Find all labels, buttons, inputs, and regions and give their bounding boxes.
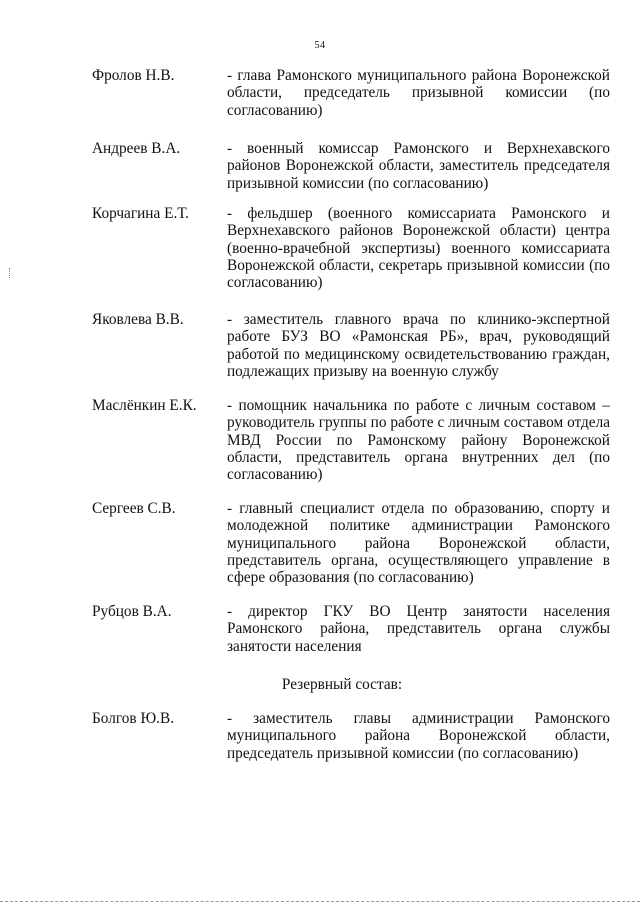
member-role: - заместитель главы администрации Рамонского муниципального района Воронежской области, председатель призывной комиссии (по согласованию)	[227, 710, 610, 762]
member-name: Андреев В.А.	[92, 140, 181, 157]
scan-bottom-edge	[0, 901, 640, 903]
member-name: Яковлева В.В.	[92, 311, 184, 328]
member-name: Корчагина Е.Т.	[92, 205, 189, 222]
member-role: - фельдшер (военного комиссариата Рамонского и Верхнехавского районов Воронежской области) центра (военно-врачебной экспертизы) военного комиссариата Воронежской области, секретарь призывной комиссии (по согласованию)	[227, 205, 610, 292]
member-name: Сергеев С.В.	[92, 500, 176, 517]
member-role: - заместитель главного врача по клинико-экспертной работе БУЗ ВО «Рамонская РБ», врач, руководящий работой по медицинскому освидетельствованию граждан, подлежащих призыву на военную службу	[227, 311, 610, 380]
reserve-section-heading: Резервный состав:	[281, 676, 403, 693]
page-number: 54	[314, 40, 326, 51]
member-role: - глава Рамонского муниципального района Воронежской области, председатель призывной комиссии (по согласованию)	[227, 67, 610, 119]
member-role: - директор ГКУ ВО Центр занятости населения Рамонского района, представитель органа службы занятости населения	[227, 603, 610, 655]
member-role: - помощник начальника по работе с личным составом – руководитель группы по работе с личным составом отдела МВД России по Рамонскому району Воронежской области, представитель органа внутренних дел (по согласованию)	[227, 397, 610, 484]
member-role: - военный комиссар Рамонского и Верхнехавского районов Воронежской области, заместитель председателя призывной комиссии (по согласованию)	[227, 140, 610, 192]
member-name: Маслёнкин Е.К.	[92, 397, 197, 414]
scan-margin-mark	[9, 268, 11, 278]
member-name: Фролов Н.В.	[92, 67, 175, 84]
member-role: - главный специалист отдела по образованию, спорту и молодежной политике администрации Рамонского муниципального района Воронежской области, представитель органа, осуществляющего управление в сфере образования (по согласованию)	[227, 500, 610, 587]
member-name: Рубцов В.А.	[92, 603, 172, 620]
member-name: Болгов Ю.В.	[92, 710, 175, 727]
